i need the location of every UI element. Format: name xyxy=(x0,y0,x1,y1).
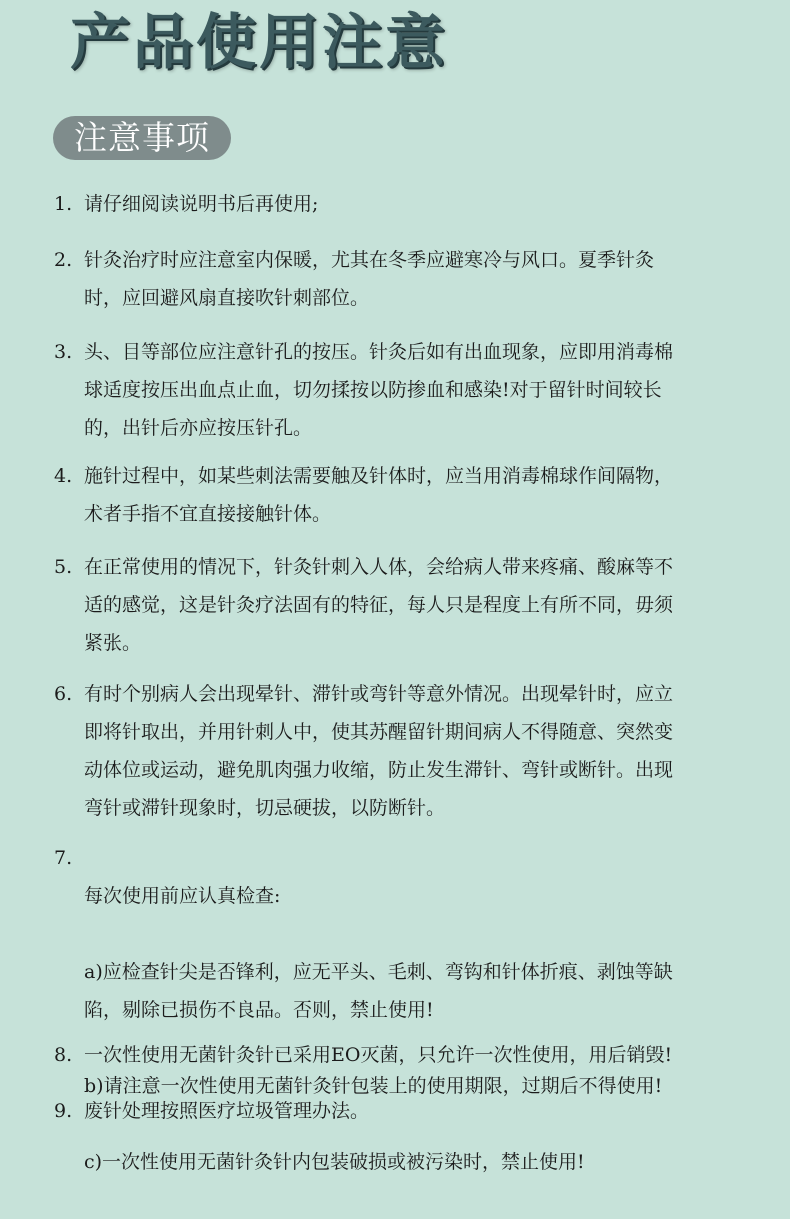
item-text: 头、目等部位应注意针孔的按压。针灸后如有出血现象，应即用消毒棉 球适度按压出血点止血，切勿揉按以防掺血和感染!对于留针时间较长 的，出针后亦应按压针孔。 xyxy=(84,341,674,439)
notice-item-2 xyxy=(54,241,754,317)
item-text: 每次使用前应认真检查: xyxy=(84,885,281,907)
item-number: 6. xyxy=(54,683,73,705)
item-text: 请仔细阅读说明书后再使用; xyxy=(84,193,319,215)
item-number: 9. xyxy=(54,1100,73,1122)
notice-item-6 xyxy=(54,675,754,827)
sub-item-c: c)一次性使用无菌针灸针内包装破损或被污染时，禁止使用! xyxy=(84,1151,585,1173)
section-badge-notices: 注意事项 xyxy=(53,116,231,160)
item-text: 一次性使用无菌针灸针已采用EO灭菌，只允许一次性使用，用后销毁! xyxy=(84,1044,673,1066)
item-text-block xyxy=(84,839,754,1219)
item-text: 在正常使用的情况下，针灸针刺入人体，会给病人带来疼痛、酸麻等不 适的感觉，这是针灸疗法固有的特征，每人只是程度上有所不同，毋须 紧张。 xyxy=(84,556,674,654)
item-number: 2. xyxy=(54,249,73,271)
item-text: 废针处理按照医疗垃圾管理办法。 xyxy=(84,1100,370,1122)
item-text: 施针过程中，如某些刺法需要触及针体时，应当用消毒棉球作间隔物， 术者手指不宜直接接触针体。 xyxy=(84,465,674,525)
item-number: 4. xyxy=(54,465,73,487)
item-number: 8. xyxy=(54,1044,73,1066)
notice-item-4 xyxy=(54,457,754,533)
item-text: 针灸治疗时应注意室内保暖，尤其在冬季应避寒冷与风口。夏季针灸 时，应回避风扇直接吹针刺部位。 xyxy=(84,249,655,309)
notice-item-9 xyxy=(54,1092,754,1130)
notice-item-8 xyxy=(54,1036,754,1074)
notice-item-7 xyxy=(54,839,754,1219)
notice-item-5 xyxy=(54,548,754,662)
notice-item-3 xyxy=(54,333,754,447)
item-number: 7. xyxy=(54,847,73,869)
item-text: 有时个别病人会出现晕针、滞针或弯针等意外情况。出现晕针时，应立 即将针取出，并用针刺人中，使其苏醒留针期间病人不得随意、突然变 动体位或运动，避免肌肉强力收缩，防止发生滞针、弯针或断针。出现 弯针或滞针现象时，切忌硬拔，以防断针。 xyxy=(84,683,674,819)
item-number: 1. xyxy=(54,193,73,215)
sub-item-a: a)应检查针尖是否锋利，应无平头、毛刺、弯钩和针体折痕、剥蚀等缺 陷，剔除已损伤不良品。否则，禁止使用! xyxy=(84,961,673,1021)
item-number: 3. xyxy=(54,341,73,363)
sub-item-b: b)请注意一次性使用无菌针灸针包装上的使用期限，过期后不得使用! xyxy=(84,1075,663,1097)
item-number: 5. xyxy=(54,556,73,578)
page-title: 产品使用注意 xyxy=(70,8,448,78)
notice-item-1 xyxy=(54,185,754,223)
